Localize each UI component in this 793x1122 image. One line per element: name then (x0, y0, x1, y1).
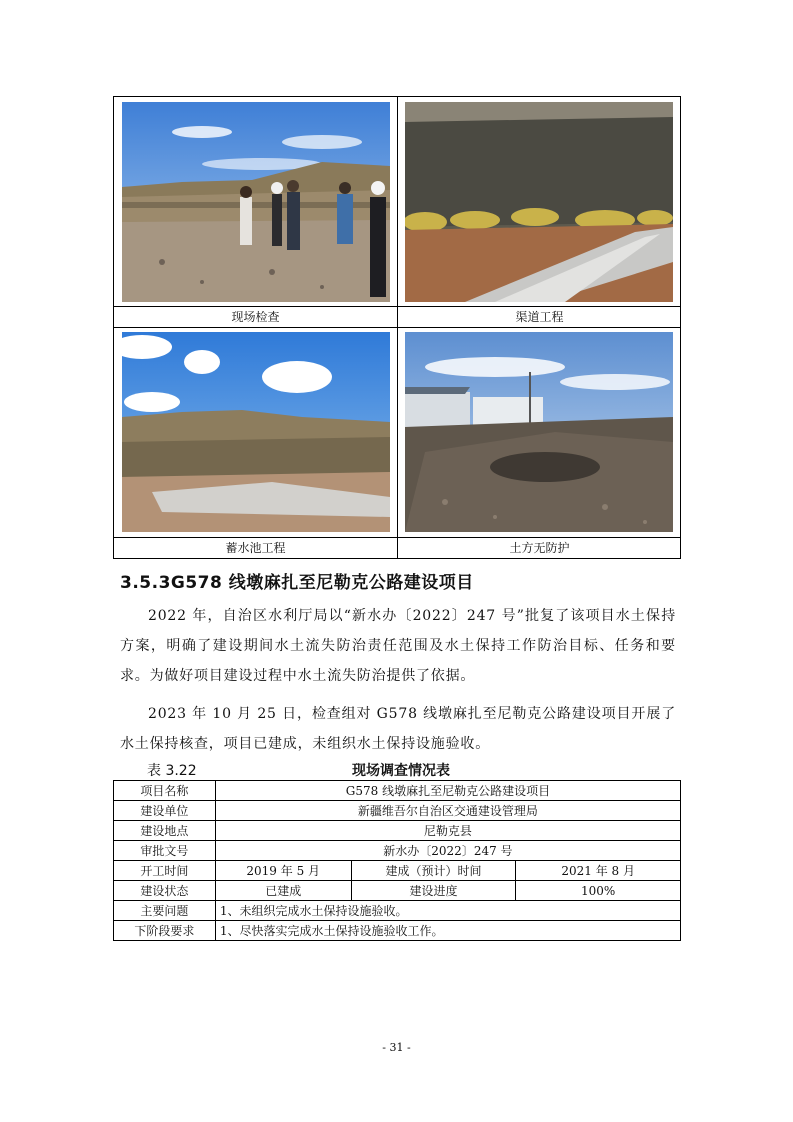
row-label-start-time: 开工时间 (114, 861, 216, 881)
table-row (114, 861, 681, 881)
row-value-approval: 新水办〔2022〕247 号 (215, 841, 680, 861)
row-label-next-steps: 下阶段要求 (114, 921, 216, 941)
table-row (114, 821, 681, 841)
row-value-end-time: 2021 年 8 月 (516, 861, 681, 881)
table-row (114, 921, 681, 941)
paragraph-inspection: 2023 年 10 月 25 日，检查组对 G578 线墩麻扎至尼勒克公路建设项目开展了水土保持核查，项目已建成，未组织水土保持设施验收。 (120, 706, 676, 752)
row-value-next-steps: 1、尽快落实完成水土保持设施验收工作。 (215, 921, 680, 941)
row-value-status: 已建成 (215, 881, 351, 901)
paragraph-approval: 2022 年，自治区水利厅局以“新水办〔2022〕247 号”批复了该项目水土保持方案，明确了建设期间水土流失防治责任范围及水土保持工作防治目标、任务和要求。为做好项目建设过程中水土流失防治提供了依据。 (120, 608, 676, 684)
row-value-builder: 新疆维吾尔自治区交通建设管理局 (215, 801, 680, 821)
row-value-location: 尼勒克县 (215, 821, 680, 841)
row-label-end-time: 建成（预计）时间 (351, 861, 516, 881)
table-caption-title: 现场调查情况表 (352, 763, 450, 779)
table-row (114, 781, 681, 801)
row-value-progress: 100% (516, 881, 681, 901)
section-title: 3.5.3G578 线墩麻扎至尼勒克公路建设项目 (120, 573, 474, 593)
table-row (114, 881, 681, 901)
row-value-start-time: 2019 年 5 月 (215, 861, 351, 881)
row-label-project-name: 项目名称 (114, 781, 216, 801)
photo-grid (113, 96, 681, 559)
photo-reservoir-works (122, 332, 390, 532)
row-label-approval: 审批文号 (114, 841, 216, 861)
photo-caption-3: 蓄水池工程 (225, 541, 286, 555)
photo-site-inspection (122, 102, 390, 302)
row-label-location: 建设地点 (114, 821, 216, 841)
photo-caption-1: 现场检查 (231, 310, 280, 324)
page-number: - 31 - (382, 1041, 411, 1054)
grid-divider-h2 (114, 327, 680, 328)
photo-caption-4: 土方无防护 (509, 541, 570, 555)
row-label-issues: 主要问题 (114, 901, 216, 921)
table-row (114, 801, 681, 821)
row-value-issues: 1、未组织完成水土保持设施验收。 (215, 901, 680, 921)
row-label-progress: 建设进度 (351, 881, 516, 901)
row-value-project-name: G578 线墩麻扎至尼勒克公路建设项目 (215, 781, 680, 801)
table-row (114, 901, 681, 921)
table-row (114, 841, 681, 861)
photo-unprotected-earthwork (405, 332, 673, 532)
row-label-status: 建设状态 (114, 881, 216, 901)
photo-caption-2: 渠道工程 (515, 310, 564, 324)
photo-channel-works (405, 102, 673, 302)
survey-table (113, 780, 681, 941)
table-caption-number: 表 3.22 (147, 763, 197, 779)
row-label-builder: 建设单位 (114, 801, 216, 821)
